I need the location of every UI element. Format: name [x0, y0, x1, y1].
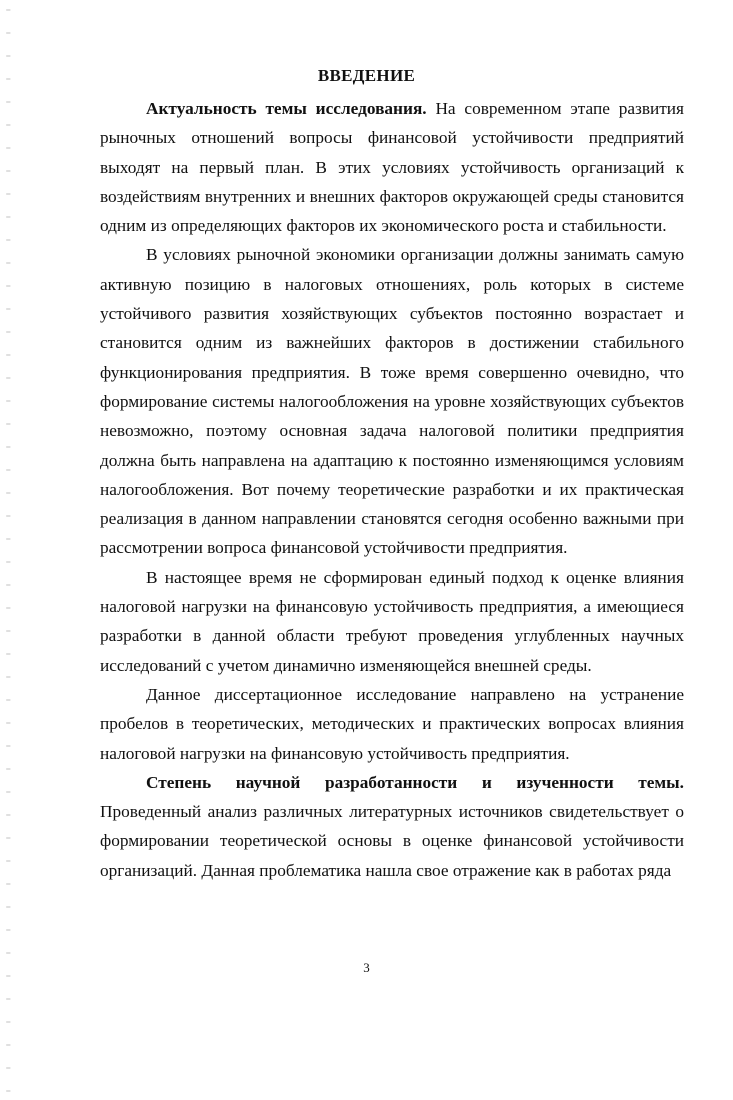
paragraph-lead: Актуальность темы исследования.	[146, 99, 427, 118]
paragraph	[100, 94, 684, 240]
paragraph-text: В условиях рыночной экономики организации должны занимать самую активную позицию в налоговых отношениях, роль которых в системе устойчивого развития хозяйствующих субъектов постоянно возрастает и становится одним из важнейших факторов в достижении стабильного функционирования предприятия. В тоже время совершенно очевидно, что формирование системы налогообложения на уровне хозяйствующих субъектов невозможно, поэтому основная задача налоговой политики предприятия должна быть направлена на адаптацию к постоянно изменяющимся условиям налогообложения. Вот почему теоретические разработки и их практическая реализация в данном направлении становятся сегодня особенно важными при рассмотрении вопроса финансовой устойчивости предприятия.	[100, 245, 684, 558]
page-number: 3	[363, 960, 370, 975]
paragraph	[100, 563, 684, 680]
paragraph-lead: Степень научной разработанности и изученности темы.	[146, 772, 684, 792]
scan-edge-artifact	[2, 0, 16, 1100]
paragraph	[100, 680, 684, 768]
paragraph-text: Проведенный анализ различных литературных источников свидетельствует о формировании теоретической основы в оценке финансовой устойчивости организаций. Данная проблематика нашла свое отражение как в работах ряда	[100, 802, 684, 880]
paragraph-text: На современном этапе развития рыночных отношений вопросы финансовой устойчивости предприятий выходят на первый план. В этих условиях устойчивость организаций к воздействиям внутренних и внешних факторов окружающей среды становится одним из определяющих факторов их экономического роста и стабильности.	[100, 99, 684, 236]
paragraph-text: В настоящее время не сформирован единый подход к оценке влияния налоговой нагрузки на финансовую устойчивость предприятия, а имеющиеся разработки в данной области требуют проведения углубленных научных исследований с учетом динамично изменяющейся внешней среды.	[100, 567, 684, 675]
paragraph	[100, 240, 684, 562]
section-heading: ВВЕДЕНИЕ	[317, 66, 416, 85]
paragraph-text: Данное диссертационное исследование направлено на устранение пробелов в теоретических, методических и практических вопросах влияния налоговой нагрузки на финансовую устойчивость предприятия.	[100, 684, 684, 763]
body-text	[100, 94, 684, 885]
paragraph	[100, 768, 684, 885]
